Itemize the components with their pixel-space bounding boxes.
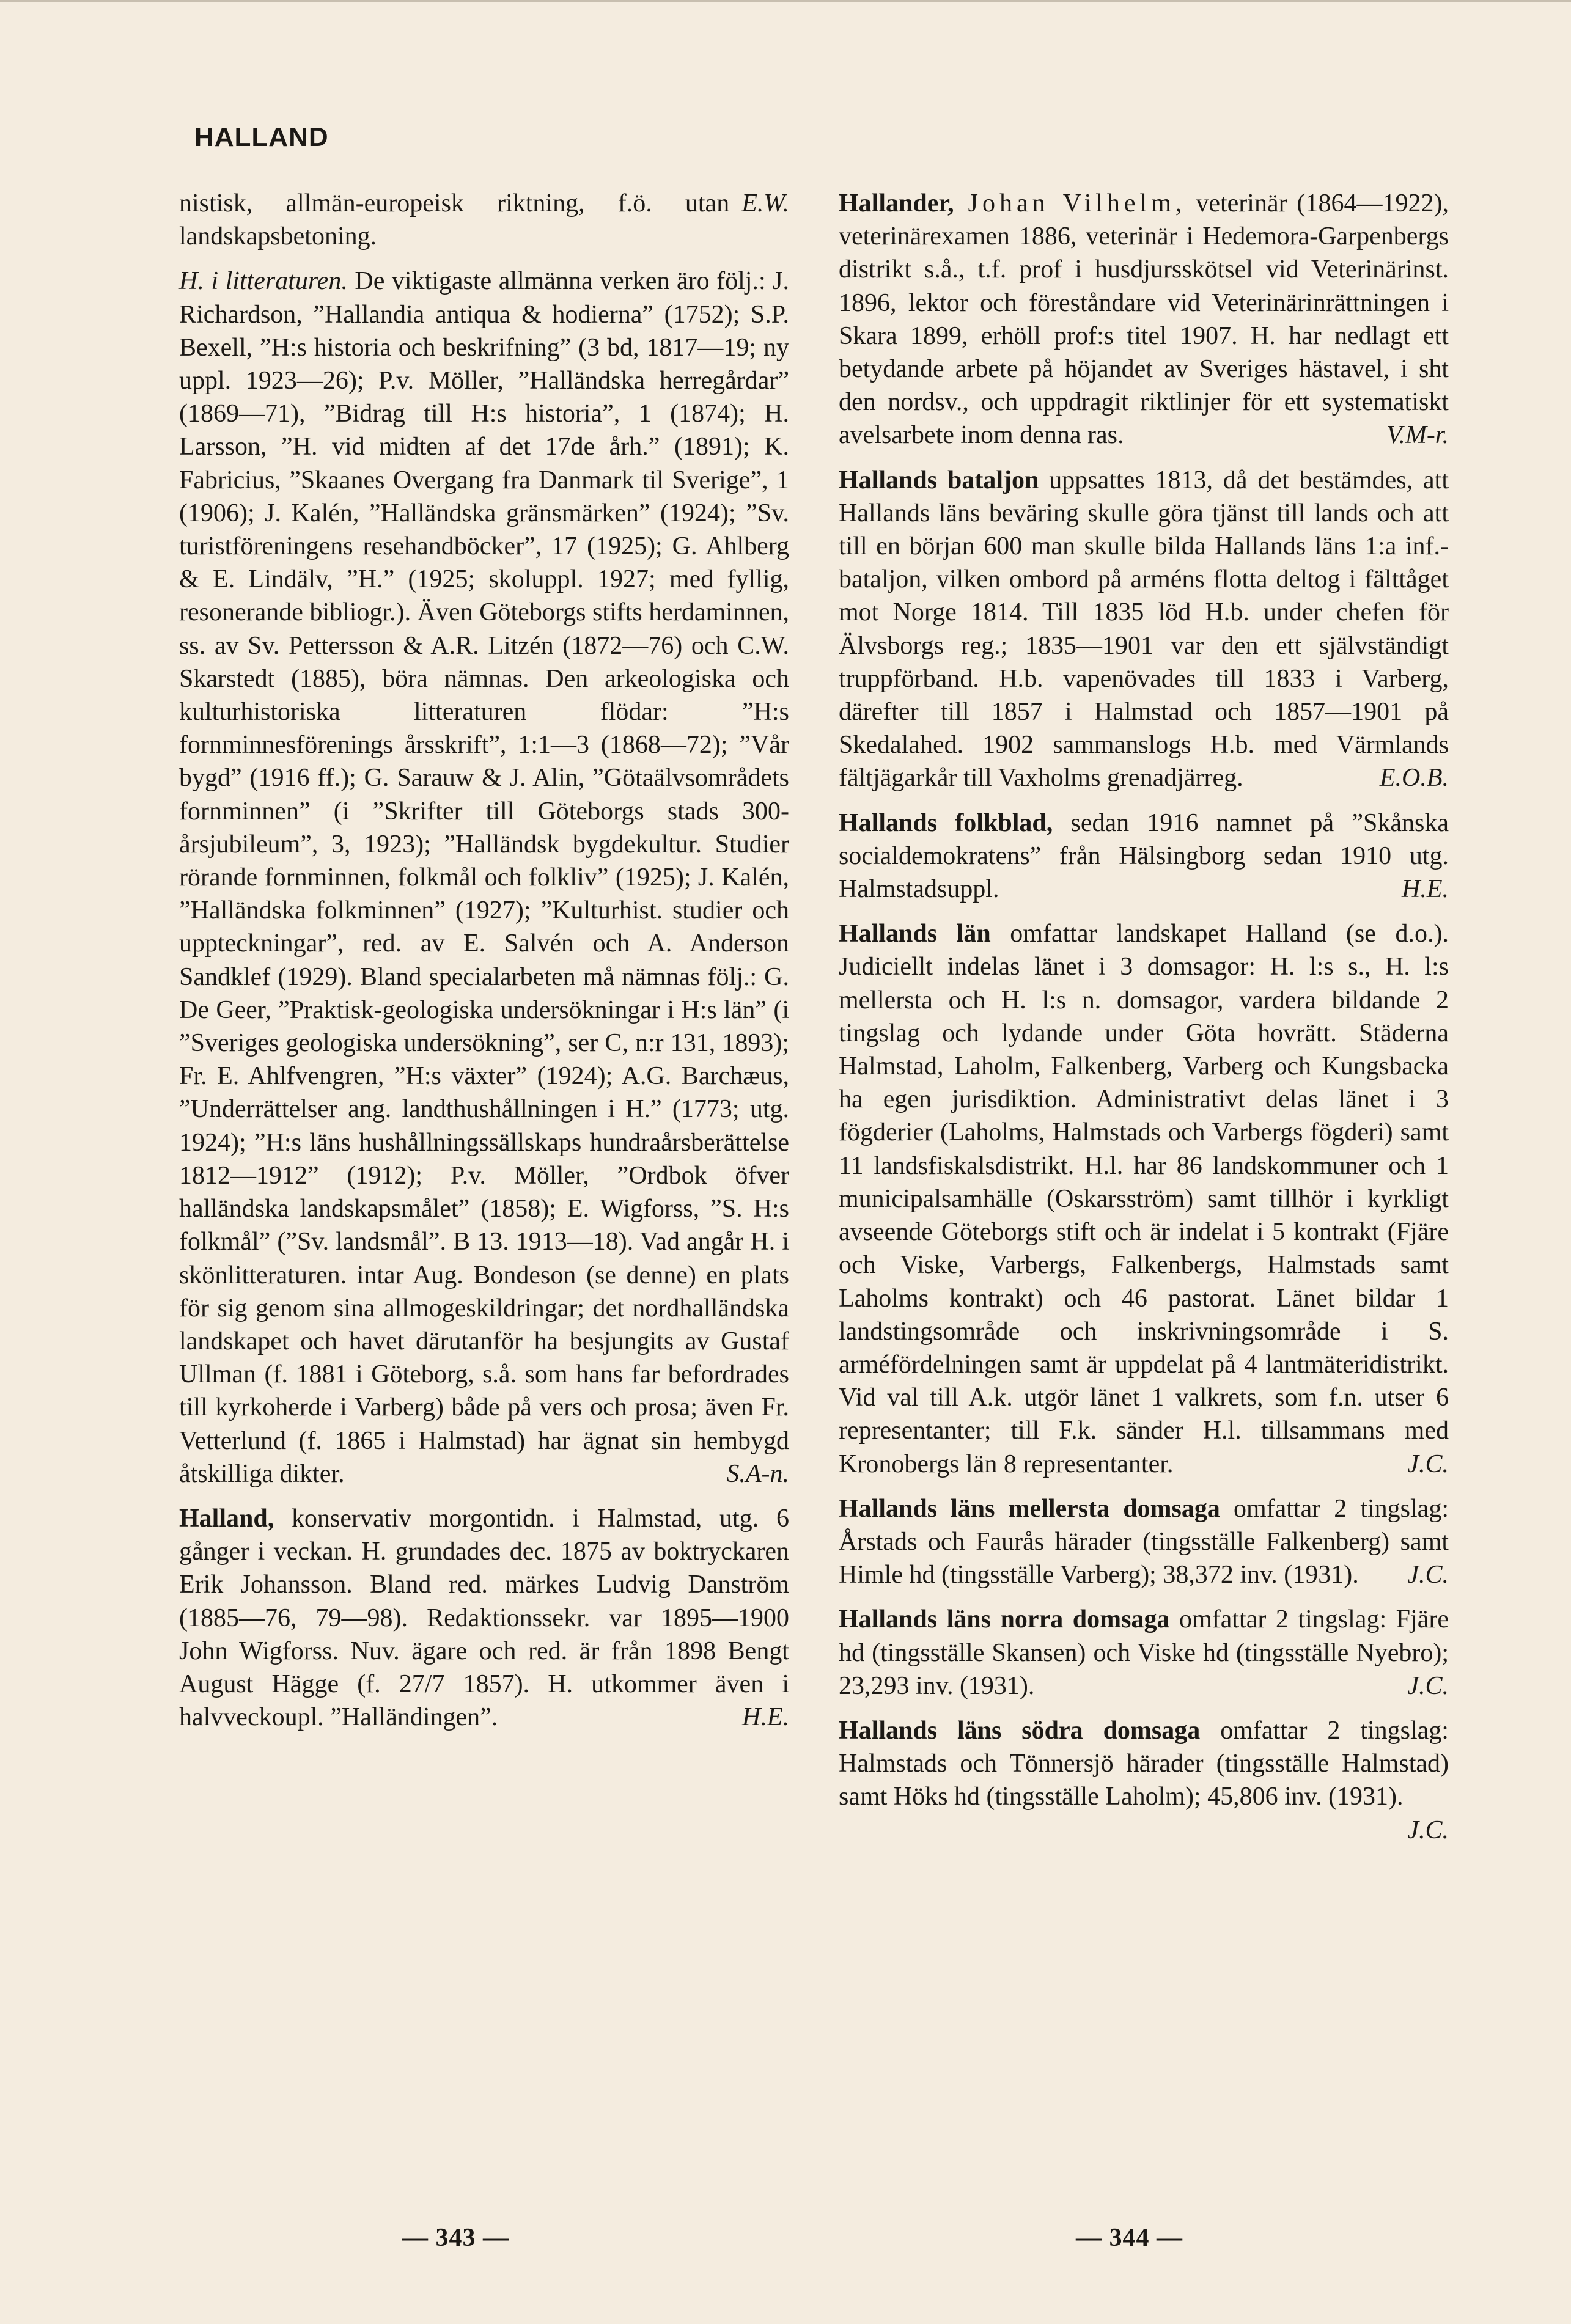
entry-text: omfattar 2 tingslag: Halmstads och Tönnersjö härader (tingsställe Halmstad) samt Höks hd (tingsställe Laholm); 45,806 inv. (1931). (839, 1716, 1449, 1811)
entry-signature: E.W. (741, 189, 789, 218)
entry-signature: J.C. (1407, 1816, 1449, 1844)
entry-headword: Hallands läns norra domsaga (839, 1605, 1170, 1634)
entry-signature: V.M-r. (1386, 421, 1449, 450)
entry-text: omfattar landskapet Halland (se d.o.). Judiciellt indelas länet i 3 domsagor: H. l:s s., H. l:s mellersta och H. l:s n. domsagor, vardera bildande 2 tingslag och lydande under Göta hovrätt. Städerna Halmstad, Laholm, Falkenberg, Varberg och Kungsbacka ha egen jurisdiktion. Administrativt delas länet i 3 fögderier (Laholms, Halmstads och Varbergs fögderi) samt 11 landsfiskalsdistrikt. H.l. har 86 landskommuner och 1 municipalsamhälle (Oskarsström) samt tillhör i kyrkligt avseende Göteborgs stift och är indelat i 5 kontrakt (Fjäre och Viske, Varbergs, Falkenbergs, Halmstads samt Laholms kontrakt) och 46 pastorat. Länet bildar 1 landstingsområde och inskrivningsområde i S. arméfördelningen samt är uppdelat på 4 lantmäteridistrikt. Vid val till A.k. utgör länet 1 valkrets, som f.n. utser 6 representanter; till F.k. sänder H.l. tillsammans med Kronobergs län 8 representanter. (839, 920, 1449, 1478)
entry-italic-heading: H. i litteraturen. (179, 267, 348, 296)
entry-sodra-domsaga (839, 1714, 1449, 1844)
entry-headword: Hallands läns södra domsaga (839, 1716, 1201, 1745)
entry-h-i-litteraturen (179, 265, 789, 1490)
entry-signature: H.E. (742, 1703, 789, 1732)
entry-hallands-lan (839, 917, 1449, 1480)
entry-text: omfattar 2 tingslag: Årstads och Faurås härader (tingsställe Falkenberg) samt Himle hd (tingsställe Varberg); 38,372 inv. (1931). (839, 1494, 1449, 1589)
entry-headword: Hallands folkblad, (839, 808, 1053, 837)
entry-signature: H.E. (1402, 875, 1449, 904)
entry-signature: J.C. (1407, 1450, 1449, 1478)
entry-text: uppsattes 1813, då det bestämdes, att Hallands läns beväring skulle göra tjänst till lands och att till en början 600 man skulle bilda Hallands läns 1:a inf.-bataljon, vilken ombord på arméns flotta deltog i fälttåget mot Norge 1814. Till 1835 löd H.b. under chefen för Älvsborgs reg.; 1835—1901 var den ett självständigt truppförband. H.b. vapenövades till 1833 i Varberg, därefter till 1857 i Halmstad och 1857—1901 på Skedalahed. 1902 sammanslogs H.b. med Värmlands fältjägarkår till Vaxholms grenadjärreg. (839, 466, 1449, 793)
entry-halland-tidning (179, 1502, 789, 1734)
entry-headword: Hallander, (839, 189, 954, 218)
entry-signature: J.C. (1407, 1561, 1449, 1589)
entry-spaced-name: Johan Vilhelm, (954, 189, 1187, 218)
entry-headword: Hallands läns mellersta domsaga (839, 1494, 1220, 1523)
entry-signature: S.A-n. (726, 1459, 789, 1488)
entry-text: veterinär (1864—1922), veterinärexamen 1886, veterinär i Hedemora-Garpenbergs distrikt s.å., t.f. prof i husdjursskötsel vid Veterinärinst. 1896, lektor och föreståndare vid Veterinärinrättningen i Skara 1899, erhöll prof:s titel 1907. H. har nedlagt ett betydande arbete på höjandet av Sveriges hästavel, i sht den nordsv., och uppdragit riktlinjer för ett systematiskt avelsarbete inom denna ras. (839, 189, 1449, 450)
entry-text: nistisk, allmän-europeisk riktning, f.ö. utan landskapsbetoning. (179, 189, 730, 251)
top-edge-line (0, 0, 1571, 2)
entry-hallands-folkblad (839, 807, 1449, 906)
right-column (839, 187, 1449, 1847)
entry-headword: Hallands bataljon (839, 466, 1039, 494)
entry-landskapsbetoning (179, 187, 789, 253)
running-header: HALLAND (194, 122, 329, 152)
page-number-right: — 344 — (1076, 2224, 1183, 2252)
entry-mellersta-domsaga (839, 1492, 1449, 1592)
entry-norra-domsaga (839, 1603, 1449, 1703)
entry-hallander (839, 187, 1449, 452)
left-column (179, 187, 789, 1745)
entry-text: sedan 1916 namnet på ”Skånska socialdemokratens” från Hälsingborg sedan 1910 utg. Halmstadsuppl. (839, 808, 1449, 904)
entry-headword: Halland, (179, 1504, 274, 1533)
entry-headword: Hallands län (839, 920, 991, 948)
entry-signature: E.O.B. (1379, 764, 1449, 793)
entry-text: konservativ morgontidn. i Halmstad, utg. 6 gånger i veckan. H. grundades dec. 1875 av boktryckaren Erik Johansson. Bland red. märkes Ludvig Danström (1885—76, 79—98). Redaktionssekr. var 1895—1900 John Wigforss. Nuv. ägare och red. är från 1898 Bengt August Hägge (f. 27/7 1857). H. utkommer även i halvveckoupl. ”Halländingen”. (179, 1504, 789, 1732)
entry-signature: J.C. (1407, 1671, 1449, 1700)
entry-text: De viktigaste allmänna verken äro följ.: J. Richardson, ”Hallandia antiqua & hodierna” (1752); S.P. Bexell, ”H:s historia och beskrifning” (3 bd, 1817—19; ny uppl. 1923—26); P.v. Möller, ”Halländska herregårdar” (1869—71), ”Bidrag till H:s historia”, 1 (1874); H. Larsson, ”H. vid midten af det 17de årh.” (1891); K. Fabricius, ”Skaanes Overgang fra Danmark til Sverige”, 1 (1906); J. Kalén, ”Halländska gränsmärken” (1924); ”Sv. turistföreningens resehandböcker”, 17 (1925); G. Ahlberg & E. Lindälv, ”H.” (1925; skoluppl. 1927; med fyllig, resonerande bibliogr.). Även Göteborgs stifts herdaminnen, ss. av Sv. Pettersson & A.R. Litzén (1872—76) och C.W. Skarstedt (1885), böra nämnas. Den arkeologiska och kulturhistoriska litteraturen flödar: ”H:s fornminnesförenings årsskrift”, 1:1—3 (1868—72); ”Vår bygd” (1916 ff.); G. Sarauw & J. Alin, ”Götaälvsområdets fornminnen” (i ”Skrifter till Göteborgs stads 300-årsjubileum”, 3, 1923); ”Halländsk bygdekultur. Studier rörande fornminnen, folkmål och folkliv” (1925); J. Kalén, ”Halländska folkminnen” (1927); ”Kulturhist. studier och uppteckningar”, red. av E. Salvén och A. Anderson Sandklef (1929). Bland specialarbeten må nämnas följ.: G. De Geer, ”Praktisk-geologiska undersökningar i H:s län” (i ”Sveriges geologiska undersökning”, ser C, n:r 131, 1893); Fr. E. Ahlfvengren, ”H:s växter” (1924); A.G. Barchæus, ”Underrättelser ang. landthushållningen i H.” (1773; utg. 1924); ”H:s läns hushållningssällskaps hundraårsberättelse 1812—1912” (1912); P.v. Möller, ”Ordbok öfver halländska landskapsmålet” (1858); E. Wigforss, ”S. H:s folkmål” (”Sv. landsmål”. B 13. 1913—18). Vad angår H. i skönlitteraturen. intar Aug. Bondeson (se denne) en plats för sig genom sina allmogeskildringar; det nordhalländska landskapet och havet därutanför ha besjungits av Gustaf Ullman (f. 1881 i Göteborg, s.å. som hans far befordrades till kyrkoherde i Varberg) både på vers och prosa; även Fr. Vetterlund (f. 1865 i Halmstad) har ägnat sin hembygd åtskilliga dikter. (179, 267, 789, 1488)
page-number-left: — 343 — (402, 2224, 509, 2252)
entry-text: omfattar 2 tingslag: Fjäre hd (tingsställe Skansen) och Viske hd (tingsställe Nyebro); 23,293 inv. (1931). (839, 1605, 1449, 1700)
entry-hallands-bataljon (839, 464, 1449, 795)
